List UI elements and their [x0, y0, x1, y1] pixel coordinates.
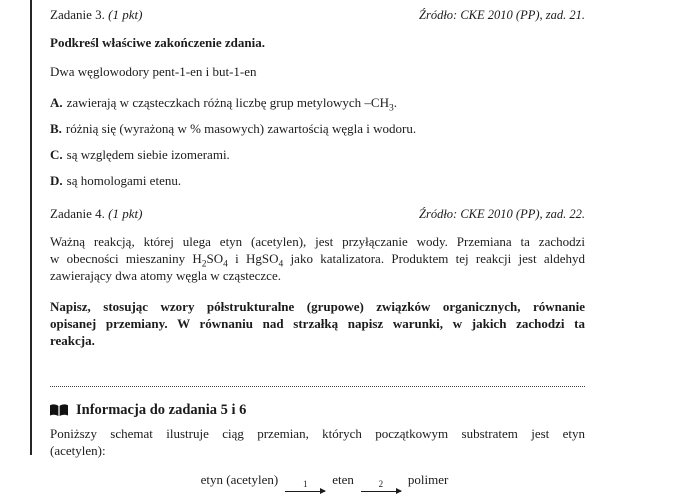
- arrow-2-shaft: [361, 491, 401, 492]
- answer-option-d: [50, 172, 585, 189]
- option-a-text: zawierają w cząsteczkach różną liczbę grup metylowych $-CH_3$.: [66, 95, 397, 114]
- arrow-2-head: [396, 488, 402, 494]
- reaction-arrow-1: [285, 480, 325, 492]
- task4-header: [50, 205, 585, 223]
- task4-points: (1 pkt): [108, 206, 143, 221]
- subscript: 4: [278, 259, 284, 270]
- task4-source: Źródło: CKE 2010 (PP), zad. 22.: [419, 207, 585, 221]
- reaction-arrow-2: [361, 480, 401, 492]
- scheme-product-2: polimer: [407, 472, 449, 487]
- text-line: zawierający dwa atomy węgla w cząsteczce.: [50, 268, 281, 283]
- task4-title: [50, 205, 142, 222]
- option-c-text: są względem siebie izomerami.: [66, 147, 230, 162]
- task4-command: [50, 298, 585, 349]
- text-line: Ważną reakcją, której ulega etyn (acetylen), jest przyłączanie wody. Przemiana ta zachodzi: [50, 234, 585, 249]
- text-line: Poniższy schemat ilustruje ciąg przemian, których początkowym substratem jest etyn: [50, 426, 585, 441]
- subscript: 4: [223, 259, 228, 270]
- arrow-2-label: 2: [378, 479, 384, 489]
- task3-stem: Dwa węglowodory pent-1-en i but-1-en: [50, 64, 257, 79]
- arrow-1-shaft: [285, 491, 325, 492]
- text-line: Napisz, stosując wzory półstrukturalne (grupowe) związków organicznych, równanie: [50, 299, 585, 314]
- answer-option-c: [50, 146, 585, 163]
- task3-instruction: Podkreśl właściwe zakończenie zdania.: [50, 35, 265, 50]
- text-line: reakcja.: [50, 333, 95, 348]
- info-section-title: Informacja do zadania 5 i 6: [76, 402, 247, 418]
- arrow-1-head: [320, 488, 326, 494]
- text-line: (acetylen):: [50, 443, 106, 458]
- task3-header: [50, 6, 585, 24]
- info-intro: [50, 425, 585, 459]
- subscript: 3: [388, 103, 394, 114]
- task3-number: Zadanie 3.: [50, 7, 105, 22]
- task3-points: (1 pkt): [108, 7, 143, 22]
- dotted-divider: [50, 386, 585, 387]
- option-a-letter: A.: [50, 95, 63, 110]
- arrow-1-label: 1: [303, 479, 308, 489]
- option-c-letter: C.: [50, 147, 63, 162]
- subscript: 2: [201, 259, 207, 270]
- answer-option-b: [50, 120, 585, 137]
- task3-title: [50, 6, 142, 23]
- task3-source: Źródło: CKE 2010 (PP), zad. 21.: [419, 8, 585, 22]
- task4-description: [50, 233, 585, 284]
- task4-number: Zadanie 4.: [50, 206, 105, 221]
- option-d-letter: D.: [50, 173, 63, 188]
- open-book-icon: [50, 404, 68, 417]
- option-b-letter: B.: [50, 121, 62, 136]
- option-b-text: różnią się (wyrażoną w % masowych) zawartością węgla i wodoru.: [65, 121, 417, 136]
- info-section-heading: [50, 401, 585, 419]
- scheme-substrate: etyn (acetylen): [200, 472, 279, 487]
- text-line: opisanej przemiany. W równaniu nad strzałką napisz warunki, w jakich zachodzi ta: [50, 316, 585, 331]
- option-d-text: są homologami etenu.: [66, 173, 182, 188]
- reaction-scheme: [50, 471, 585, 492]
- scheme-product-1: eten: [332, 472, 354, 487]
- answer-option-a: [50, 94, 585, 114]
- text-line: w obecności mieszaniny $H_2SO_4$ i HgSO$_4$ jako katalizatora. Produktem tej reakcji jest aldehyd: [50, 251, 586, 270]
